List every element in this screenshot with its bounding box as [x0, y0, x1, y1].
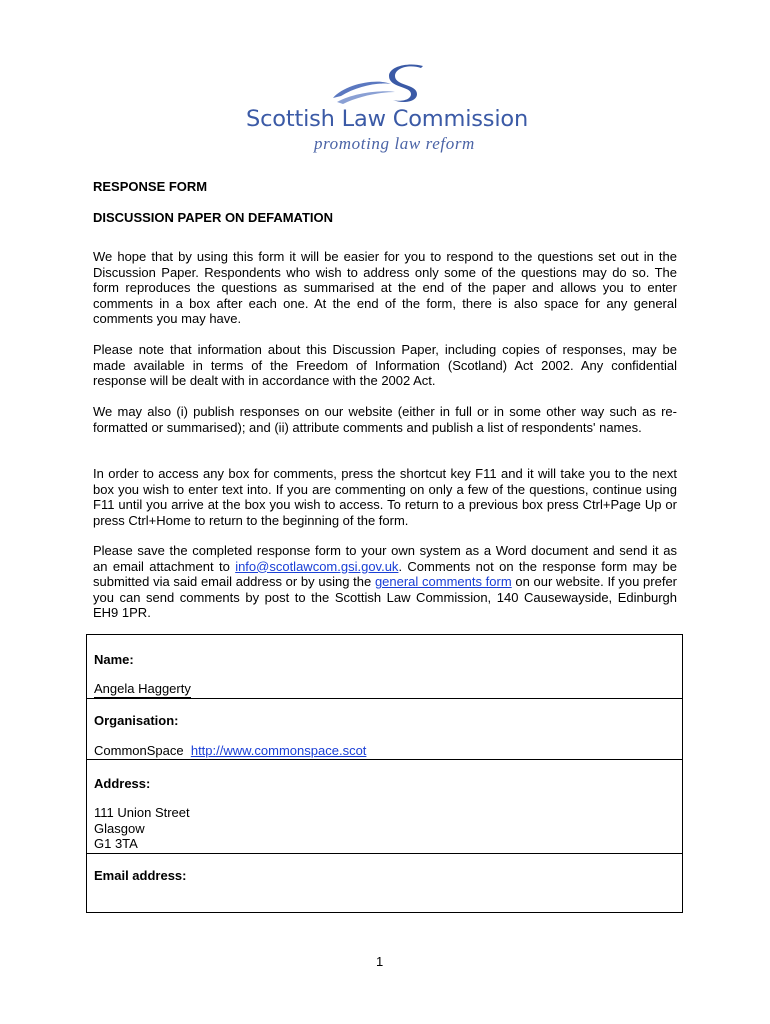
divider	[87, 759, 682, 760]
paper-title: DISCUSSION PAPER ON DEFAMATION	[93, 210, 334, 225]
publication-paragraph: We may also (i) publish responses on our website (either in full or in some other way such as re-formatted or summarised); and (ii) attribute comments and publish a list of respondents' names.	[93, 404, 677, 435]
submission-text-2: . Comments not on the response form may be submitted via said email address or by using the	[93, 558, 677, 590]
divider	[87, 698, 682, 699]
name-field[interactable]: Angela Haggerty	[94, 681, 191, 696]
page-number: 1	[376, 954, 384, 969]
submission-text-1: Please save the completed response form to your own system as a Word document and send it as an email attachment to	[93, 543, 677, 574]
general-comments-form-link[interactable]: general comments form	[374, 574, 512, 590]
address-line-3: G1 3TA	[94, 836, 138, 852]
organisation-label: Organisation:	[94, 713, 179, 728]
address-line-1: 111 Union Street	[94, 805, 190, 820]
address-label: Address:	[94, 776, 151, 791]
divider	[87, 853, 682, 854]
address-line-2: Glasgow	[94, 820, 145, 836]
commission-logo-mark-icon	[325, 62, 445, 108]
submission-text-3: on our website. If you prefer you can send comments by post to the Scottish Law Commission, 140 Causewayside, Edinburgh EH9 1PR.	[93, 574, 677, 621]
submission-paragraph	[93, 543, 677, 621]
name-label: Name:	[94, 652, 134, 667]
organisation-field[interactable]	[94, 743, 366, 760]
respondent-details-box	[86, 634, 683, 913]
foi-paragraph: Please note that information about this Discussion Paper, including copies of responses, may be made available in terms of the Freedom of Information (Scotland) Act 2002. Any confidential response will be dealt with in accordance with the 2002 Act.	[93, 342, 677, 389]
email-link[interactable]: info@scotlawcom.gsi.gov.uk	[235, 558, 399, 574]
logo-tagline: promoting law reform	[314, 134, 475, 153]
organisation-name: CommonSpace	[94, 743, 184, 758]
navigation-paragraph: In order to access any box for comments, press the shortcut key F11 and it will take you to the next box you wish to enter text into. If you are commenting on only a few of the questions, continue using F11 until you arrive at the box you wish to access. To return to a previous box press Ctrl+Page Up or press Ctrl+Home to return to the beginning of the form.	[93, 466, 677, 528]
logo-organisation-name: Scottish Law Commission	[246, 106, 529, 132]
form-title: RESPONSE FORM	[93, 179, 208, 194]
scottish-law-commission-logo	[240, 62, 530, 162]
organisation-url-link[interactable]: http://www.commonspace.scot	[190, 743, 367, 758]
intro-paragraph: We hope that by using this form it will be easier for you to respond to the questions set out in the Discussion Paper. Respondents who wish to address only some of the questions may do so. The form reproduces the questions as summarised at the end of the paper and allows you to enter comments in a box after each one. At the end of the form, there is also space for any general comments you may have.	[93, 249, 677, 327]
address-field[interactable]	[94, 805, 190, 852]
email-address-label: Email address:	[94, 868, 187, 883]
